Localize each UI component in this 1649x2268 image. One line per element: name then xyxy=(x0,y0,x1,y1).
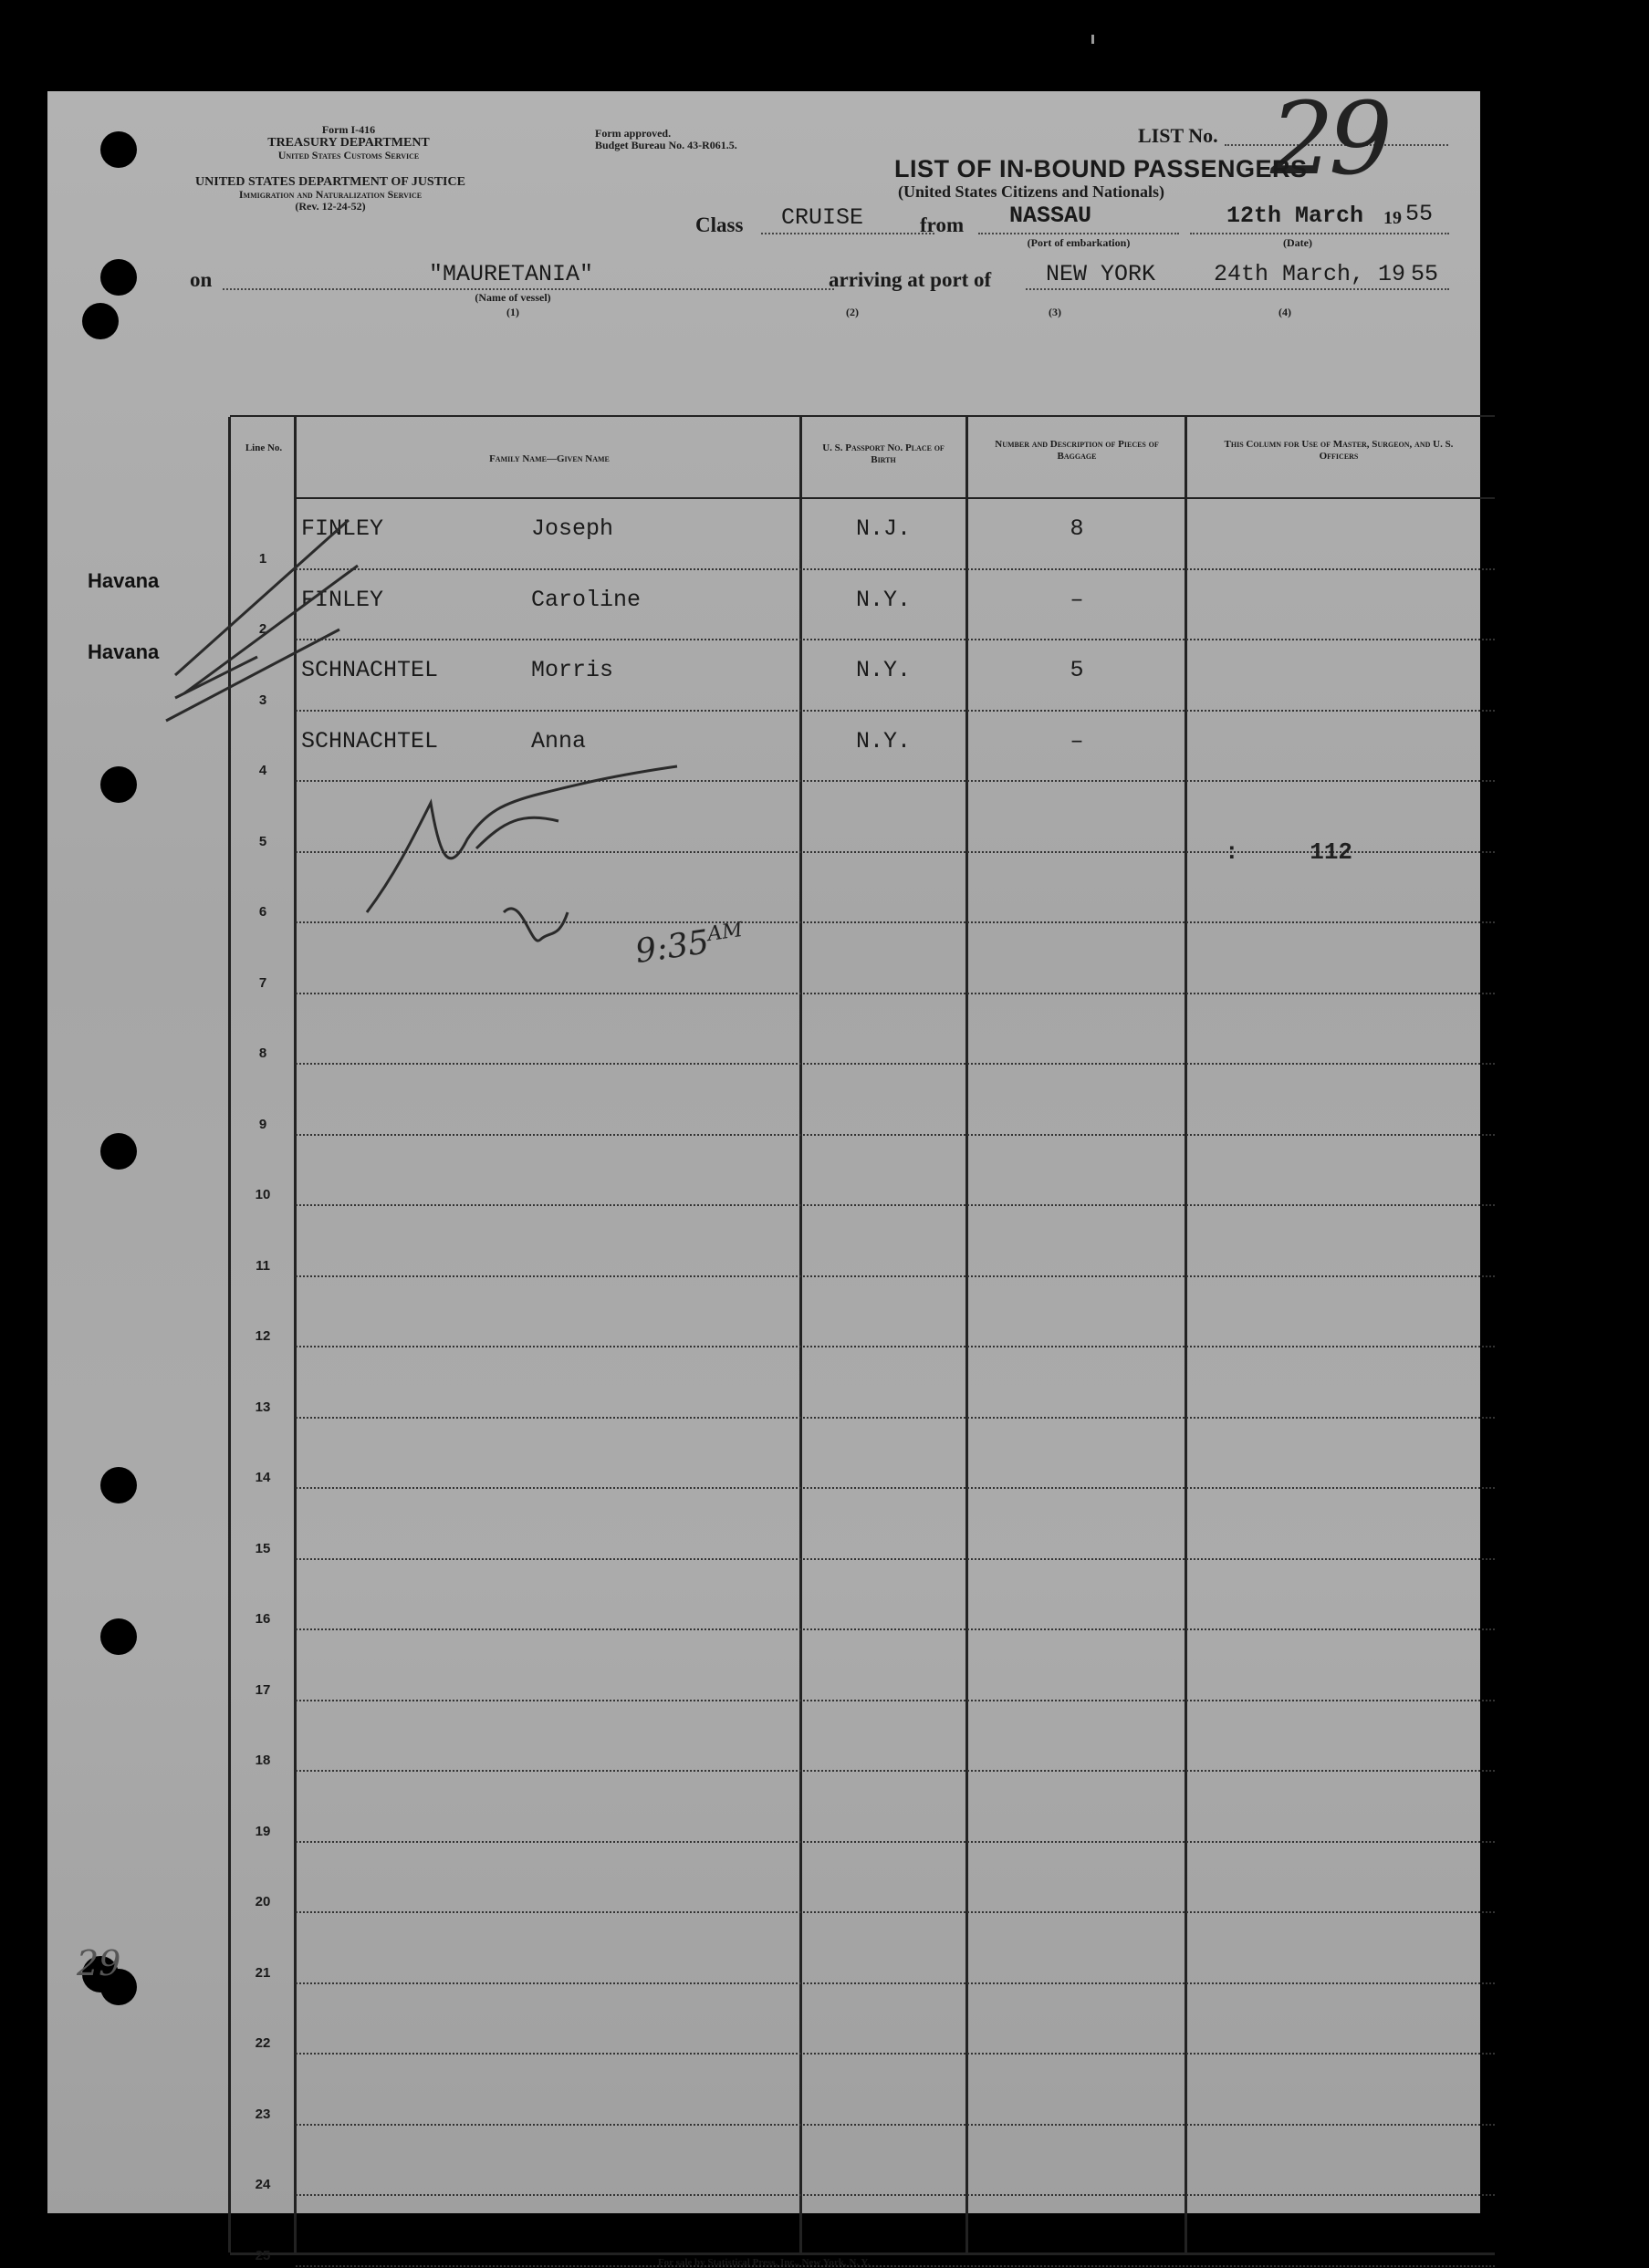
date-value: 12th March xyxy=(1226,203,1364,229)
line-number: 5 xyxy=(258,833,267,849)
list-label: LIST No. xyxy=(1138,124,1218,147)
column-caption-3: (3) xyxy=(1049,306,1061,318)
on-label: on xyxy=(190,268,213,291)
treasury-dept: TREASURY DEPARTMENT xyxy=(267,136,430,150)
page-title: LIST OF IN-BOUND PASSENGERS xyxy=(894,155,1308,182)
family-name: SCHNACHTEL xyxy=(301,657,439,683)
form-number: Form I-416 xyxy=(321,123,376,136)
check-mark xyxy=(175,520,349,675)
page-subtitle: (United States Citizens and Nationals) xyxy=(898,182,1165,201)
header-passport: U. S. Passport No. Place of Birth xyxy=(822,442,945,465)
budget-bureau: Budget Bureau No. 43-R061.5. xyxy=(595,139,737,151)
given-name: Joseph xyxy=(531,515,614,542)
check-mark xyxy=(184,566,358,693)
baggage-count: 5 xyxy=(1070,657,1084,683)
line-number: 2 xyxy=(258,621,267,637)
arrival-year: 55 xyxy=(1411,261,1439,287)
from-value: NASSAU xyxy=(1009,203,1092,229)
header-baggage: Number and Description of Pieces of Baggage xyxy=(995,439,1159,462)
signature-scribble xyxy=(367,766,677,941)
line-number: 9 xyxy=(258,1116,267,1132)
line-number: 15 xyxy=(255,1540,271,1556)
date-year: 55 xyxy=(1405,201,1434,227)
column-caption-2: (2) xyxy=(846,306,859,318)
baggage-count: – xyxy=(1070,727,1084,754)
given-name: Morris xyxy=(531,657,614,683)
time-am: AM xyxy=(705,918,745,947)
port-value: NEW YORK xyxy=(1046,261,1156,287)
scan-speck xyxy=(1091,35,1094,44)
line-number: 4 xyxy=(258,763,267,778)
revision: (Rev. 12-24-52) xyxy=(295,200,366,213)
arriving-label: arriving at port of xyxy=(829,268,992,291)
line-number: 13 xyxy=(255,1399,271,1415)
line-number: 11 xyxy=(256,1257,270,1274)
list-number: 29 xyxy=(1270,80,1387,197)
approval-line: Form approved. xyxy=(595,127,672,140)
class-label: Class xyxy=(695,213,744,236)
line-number: 20 xyxy=(255,1894,271,1909)
line-number: 14 xyxy=(255,1470,271,1485)
line-number: 7 xyxy=(258,974,267,991)
line-number: 10 xyxy=(255,1187,271,1202)
line-number: 19 xyxy=(255,1823,271,1839)
header-officers: This Column for Use of Master, Surgeon, and U. S. Officers xyxy=(1224,439,1454,462)
from-label: from xyxy=(920,213,965,236)
family-name: FINLEY xyxy=(301,515,384,542)
line-number: 16 xyxy=(255,1611,271,1627)
line-number: 21 xyxy=(255,1964,271,1981)
line-number: 12 xyxy=(255,1328,271,1344)
line-number: 6 xyxy=(258,904,267,920)
justice-dept: UNITED STATES DEPARTMENT OF JUSTICE xyxy=(195,175,465,189)
margin-note-havana: Havana xyxy=(88,640,160,663)
given-name: Caroline xyxy=(531,586,642,613)
line-number: 8 xyxy=(258,1046,267,1061)
margin-note-havana: Havana xyxy=(88,569,160,592)
date-year-prefix: 19 xyxy=(1383,208,1402,228)
place-of-birth: N.Y. xyxy=(855,727,911,754)
place-of-birth: N.Y. xyxy=(855,586,911,613)
header-line-no: Line No. xyxy=(245,442,283,453)
from-caption: (Port of embarkation) xyxy=(1027,236,1131,249)
baggage-count: 8 xyxy=(1070,515,1084,542)
line-number: 22 xyxy=(255,2035,271,2051)
family-name: SCHNACHTEL xyxy=(301,727,439,754)
line-number: 18 xyxy=(255,1753,271,1768)
line-number: 25 xyxy=(255,2247,271,2263)
ins-service: Immigration and Naturalization Service xyxy=(238,188,423,201)
line-number: 23 xyxy=(255,2106,271,2122)
column-caption-1: (1) xyxy=(506,306,519,318)
line-number: 1 xyxy=(258,550,267,567)
family-name: FINLEY xyxy=(301,586,384,613)
vessel-value: "MAURETANIA" xyxy=(429,261,594,287)
side-number: 29 xyxy=(77,1943,121,1983)
class-value: CRUISE xyxy=(781,204,864,231)
line-number: 24 xyxy=(255,2177,271,2192)
customs-service: United States Customs Service xyxy=(277,149,420,161)
vessel-caption: (Name of vessel) xyxy=(475,291,551,304)
baggage-count: – xyxy=(1070,586,1084,613)
footer-imprint: For sale by Statistical Press, Inc., New York, N. Y. xyxy=(657,2257,871,2268)
arrival-date: 24th March, 19 xyxy=(1214,261,1406,287)
date-caption: (Date) xyxy=(1283,236,1312,249)
place-of-birth: N.Y. xyxy=(855,657,911,683)
line-number: 17 xyxy=(255,1681,271,1698)
header-name: Family Name—Given Name xyxy=(489,453,610,464)
handwriting-strokes xyxy=(47,91,1480,2213)
passenger-manifest-page xyxy=(47,80,1480,2268)
stamp-fragment: : xyxy=(1225,838,1241,866)
line-number: 3 xyxy=(258,692,267,708)
place-of-birth: N.J. xyxy=(855,515,911,542)
stamp-number: 112 xyxy=(1310,838,1353,866)
given-name: Anna xyxy=(531,727,587,754)
time-value: 9:35 xyxy=(632,923,712,972)
column-caption-4: (4) xyxy=(1278,306,1291,318)
